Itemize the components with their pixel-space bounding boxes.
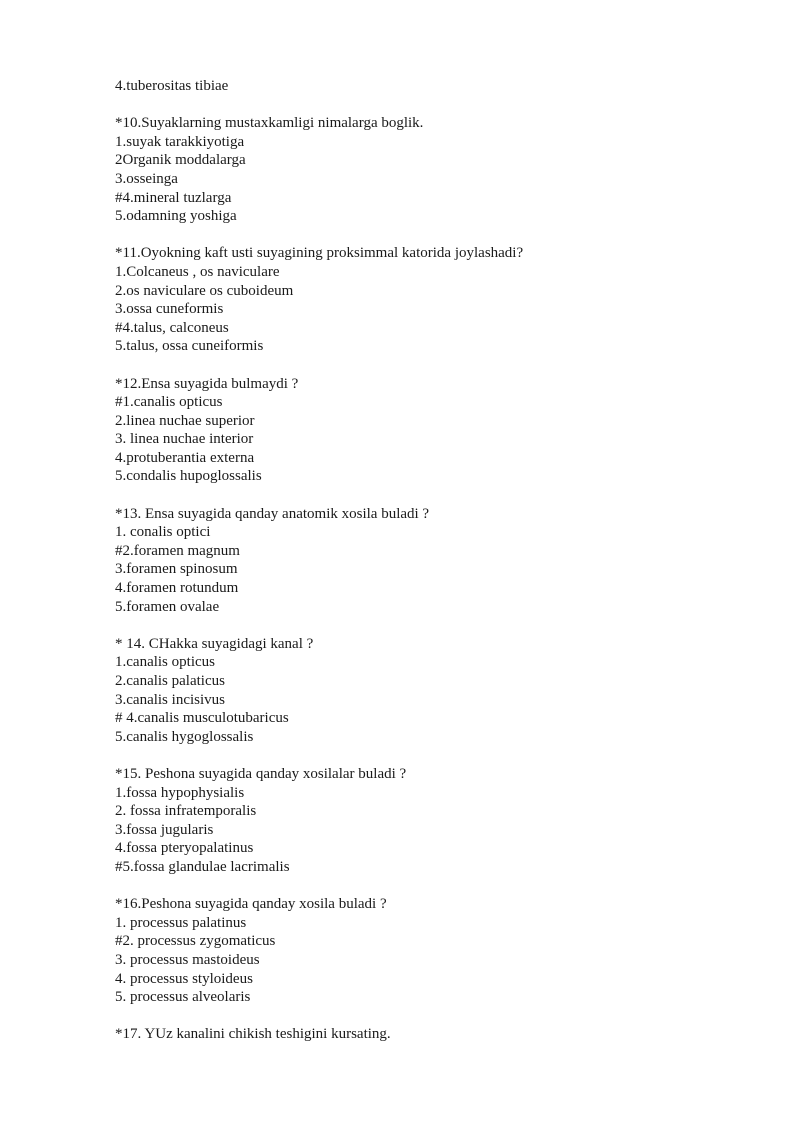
answer-option: 3.canalis incisivus [115,691,225,708]
answer-option: 4.fossa pteryopalatinus [115,840,254,857]
answer-option: #2. processus zygomaticus [115,933,276,950]
answer-option: 5. processus alveolaris [115,989,251,1006]
answer-option: 1.canalis opticus [115,654,215,671]
answer-option: 1.suyak tarakkiyotiga [115,133,245,150]
question-block [115,244,755,356]
question-text: *17. YUz kanalini chikish teshigini kursating. [115,1026,391,1043]
document-body [115,77,755,1044]
question-block [115,1025,755,1044]
answer-option: # 4.canalis musculotubaricus [115,710,289,727]
answer-option: #2.foramen magnum [115,542,240,559]
answer-option: 4.foramen rotundum [115,580,239,597]
answer-option: 3. linea nuchae interior [115,431,254,448]
answer-option: #1.canalis opticus [115,394,223,411]
answer-option: 2. fossa infratemporalis [115,803,257,820]
answer-option: #4.mineral tuzlarga [115,189,232,206]
answer-option: 3.ossa cuneformis [115,301,224,318]
answer-option: 5.foramen ovalae [115,598,220,615]
question-text: *10.Suyaklarning mustaxkamligi nimalarga boglik. [115,115,424,132]
question-text: *11.Oyokning kaft usti suyagining proksimmal katorida joylashadi? [115,245,524,262]
answer-option: #4.talus, calconeus [115,319,229,336]
answer-option: #5.fossa glandulae lacrimalis [115,858,290,875]
answer-option: 5.condalis hupoglossalis [115,468,262,485]
answer-option: 4. processus styloideus [115,970,253,987]
question-block [115,375,755,487]
answer-option: 4.protuberantia externa [115,449,255,466]
answer-option: 2.canalis palaticus [115,673,225,689]
leading-line: 4.tuberositas tibiae [115,78,229,94]
answer-option: 1. processus palatinus [115,914,247,931]
answer-option: 3.osseinga [115,170,178,187]
answer-option: 2.os naviculare os cuboideum [115,282,294,299]
question-block [115,114,755,226]
question-block [115,765,755,877]
question-text: *12.Ensa suyagida bulmaydi ? [115,375,299,392]
question-text: *15. Peshona suyagida qanday xosilalar buladi ? [115,765,407,782]
answer-option: 1.Colcaneus , os naviculare [115,263,280,280]
answer-option: 1.fossa hypophysialis [115,784,245,801]
answer-option: 2Organik moddalarga [115,152,246,169]
answer-option: 3.foramen spinosum [115,561,238,578]
question-block [115,635,755,747]
question-block [115,505,755,617]
answer-option: 1. conalis optici [115,524,211,541]
answer-option: 3.fossa jugularis [115,821,214,838]
question-text: *16.Peshona suyagida qanday xosila buladi ? [115,896,387,913]
answer-option: 5.odamning yoshiga [115,208,237,225]
answer-option: 5.canalis hygoglossalis [115,728,254,745]
answer-option: 3. processus mastoideus [115,951,260,968]
question-block [115,895,755,1007]
question-text: * 14. CHakka suyagidagi kanal ? [115,635,314,652]
question-text: *13. Ensa suyagida qanday anatomik xosila buladi ? [115,505,430,522]
answer-option: 2.linea nuchae superior [115,412,255,429]
answer-option: 5.talus, ossa cuneiformis [115,338,264,355]
